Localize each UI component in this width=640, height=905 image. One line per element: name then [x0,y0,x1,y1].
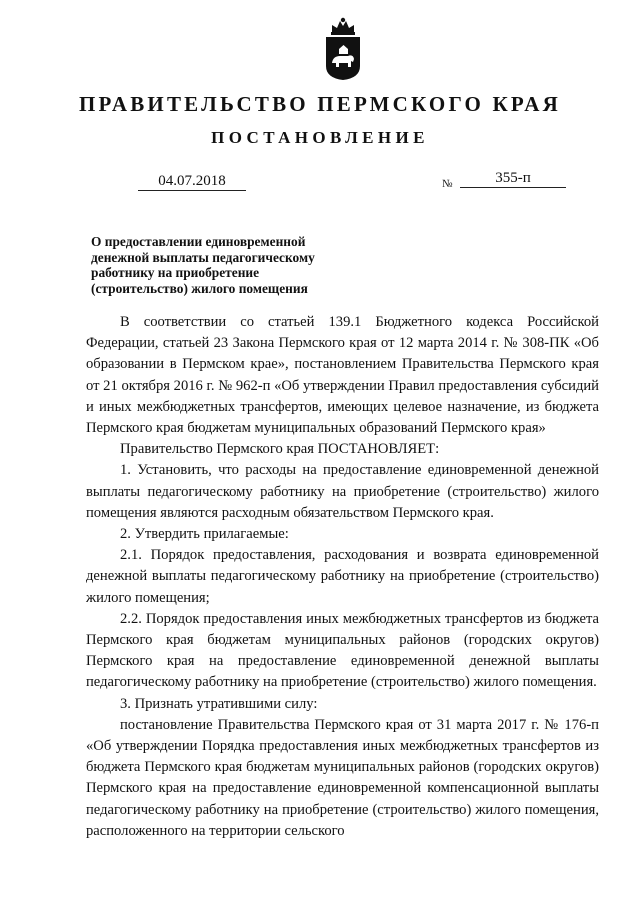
number-label: № [442,178,453,190]
subject-line: О предоставлении единовременной [91,234,306,249]
document-subject [91,234,361,296]
government-title: ПРАВИТЕЛЬСТВО ПЕРМСКОГО КРАЯ [78,92,561,116]
body-paragraph: 2.2. Порядок предоставления иных межбюджетных трансфертов из бюджета Пермского края бюджетам муниципальных районов (городских округов) Пермского края на предоставление единовременной денежной выплаты педагогическому работнику на приобретение (строительство) жилого помещения. [86,610,599,691]
document-date: 04.07.2018 [138,172,246,191]
subject-line: работнику на приобретение [91,265,260,280]
subject-line: (строительство) жилого помещения [91,280,308,296]
document-type: ПОСТАНОВЛЕНИЕ [211,128,429,147]
body-paragraph: постановление Правительства Пермского края от 31 марта 2017 г. № 176-п «Об утверждении Порядка предоставления иных межбюджетных трансфертов из бюджета Пермского края бюджетам муниципальных районов (городских округов) Пермского края на предоставление единовременной компенсационной выплаты педагогическому работнику на приобретение (строительство) жилого помещения, расположенного на территории сельского [86,716,599,839]
body-paragraph: 3. Признать утратившими силу: [120,695,318,712]
body-paragraph: 2.1. Порядок предоставления, расходования и возврата единовременной денежной выплаты педагогическому работнику на приобретение (строительство) жилого помещения; [86,547,599,606]
body-paragraph: Правительство Пермского края ПОСТАНОВЛЯЕТ: [120,441,440,458]
document-number: 355-п [460,169,566,188]
coat-of-arms-icon [323,16,363,82]
subject-line: денежной выплаты педагогическому [91,249,315,265]
body-paragraph: 2. Утвердить прилагаемые: [120,526,289,543]
body-paragraph: В соответствии со статьей 139.1 Бюджетного кодекса Российской Федерации, статьей 23 Закона Пермского края от 12 марта 2014 г. № 308-ПК «Об образовании в Пермском крае», постановлением Правительства Пермского края от 21 октября 2016 г. № 962-п «Об утверждении Правил предоставления субсидий и иных межбюджетных трансфертов, имеющих целевое назначение, из бюджета Пермского края бюджетам муниципальных образований Пермского края» [86,314,599,437]
body-paragraph: 1. Установить, что расходы на предоставление единовременной денежной выплаты педагогическому работнику на приобретение (строительство) жилого помещения являются расходным обязательством Пермского края. [86,462,599,521]
document-body [86,312,599,842]
